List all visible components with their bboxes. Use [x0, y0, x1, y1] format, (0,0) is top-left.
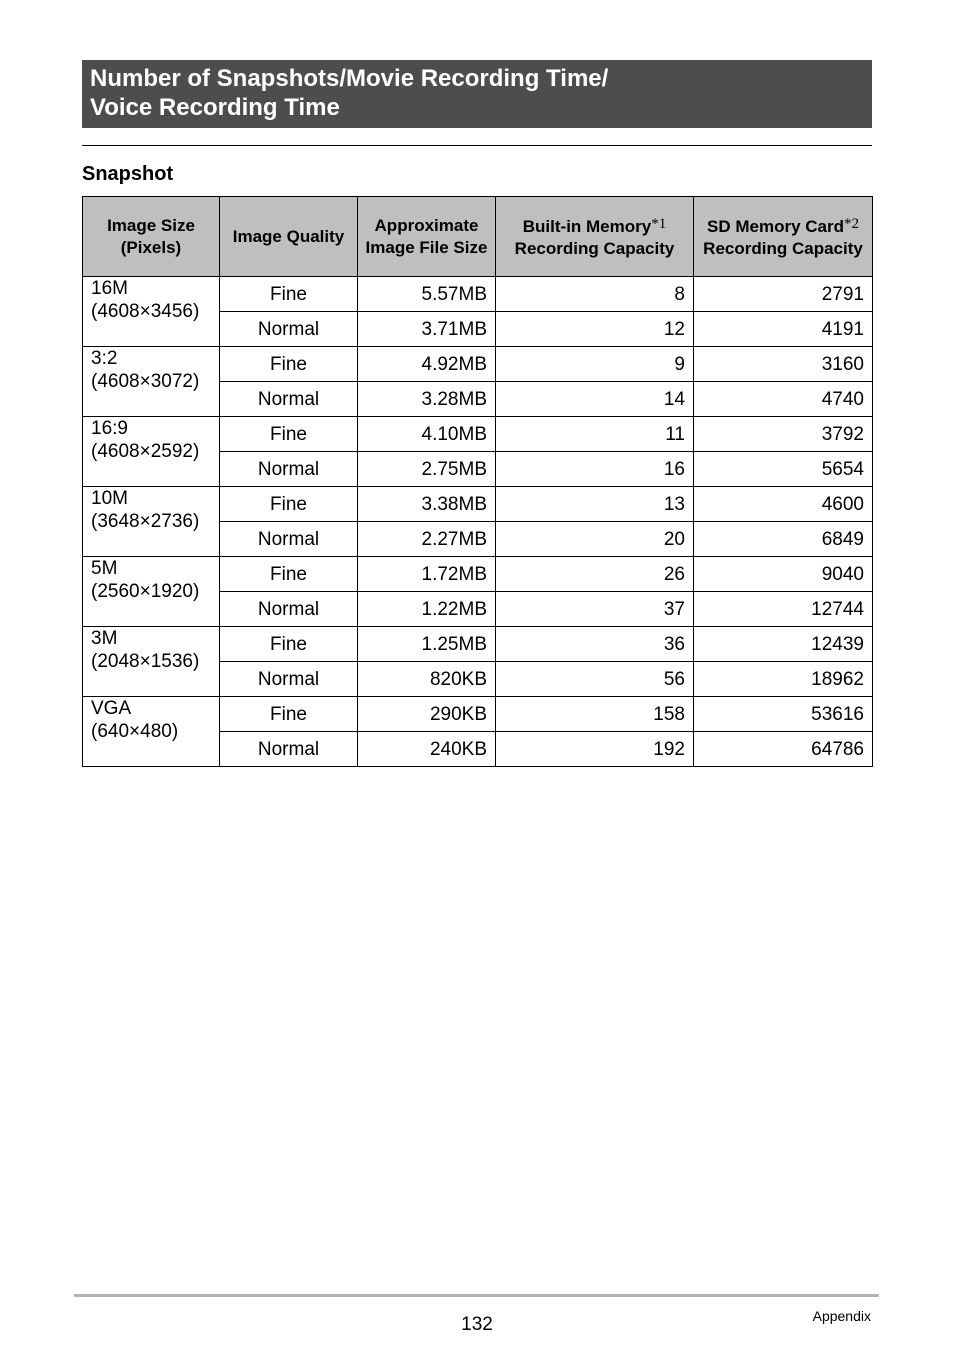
- header-sd-card: [694, 197, 873, 277]
- table-row: [83, 697, 873, 732]
- sd-capacity-cell: 5654: [694, 452, 873, 487]
- section-heading: Snapshot: [82, 163, 174, 185]
- image-size-pixels: (4608×3456): [91, 301, 200, 322]
- sd-capacity-cell: 12744: [694, 592, 873, 627]
- image-quality-cell: Normal: [220, 522, 358, 557]
- page-number: 132: [461, 1314, 493, 1335]
- builtin-capacity-cell: 56: [496, 662, 694, 697]
- footnote-mark-1: *1: [651, 216, 667, 232]
- header-builtin-memory-label: Built-in Memory: [522, 217, 652, 236]
- builtin-capacity-cell: 9: [496, 347, 694, 382]
- image-quality-cell: Normal: [220, 312, 358, 347]
- sd-capacity-cell: 9040: [694, 557, 873, 592]
- builtin-capacity-cell: 192: [496, 732, 694, 767]
- builtin-capacity-cell: 11: [496, 417, 694, 452]
- file-size-cell: 2.75MB: [358, 452, 496, 487]
- footnote-mark-2: *2: [843, 216, 859, 232]
- file-size-cell: 5.57MB: [358, 277, 496, 312]
- sd-capacity-cell: 3792: [694, 417, 873, 452]
- image-quality-cell: Normal: [220, 732, 358, 767]
- image-size-cell: [83, 347, 220, 417]
- file-size-cell: 4.92MB: [358, 347, 496, 382]
- builtin-capacity-cell: 12: [496, 312, 694, 347]
- image-size-cell: [83, 697, 220, 767]
- sd-capacity-cell: 18962: [694, 662, 873, 697]
- builtin-capacity-cell: 26: [496, 557, 694, 592]
- image-size-label: VGA: [91, 698, 132, 719]
- image-quality-cell: Fine: [220, 277, 358, 312]
- sd-capacity-cell: 2791: [694, 277, 873, 312]
- image-quality-cell: Normal: [220, 382, 358, 417]
- image-size-cell: [83, 487, 220, 557]
- page-title: [82, 60, 872, 128]
- image-size-label: 3:2: [91, 348, 118, 369]
- image-quality-cell: Normal: [220, 592, 358, 627]
- image-quality-cell: Fine: [220, 697, 358, 732]
- image-quality-cell: Normal: [220, 662, 358, 697]
- header-builtin-memory: [496, 197, 694, 277]
- page-title-line-1: Number of Snapshots/Movie Recording Time/: [90, 65, 609, 92]
- file-size-cell: 3.38MB: [358, 487, 496, 522]
- file-size-cell: 4.10MB: [358, 417, 496, 452]
- sd-capacity-cell: 4191: [694, 312, 873, 347]
- image-size-pixels: (2048×1536): [91, 651, 200, 672]
- builtin-capacity-cell: 20: [496, 522, 694, 557]
- sd-capacity-cell: 6849: [694, 522, 873, 557]
- file-size-cell: 290KB: [358, 697, 496, 732]
- table-row: [83, 627, 873, 662]
- builtin-capacity-cell: 37: [496, 592, 694, 627]
- sd-capacity-cell: 12439: [694, 627, 873, 662]
- builtin-capacity-cell: 158: [496, 697, 694, 732]
- builtin-capacity-cell: 13: [496, 487, 694, 522]
- image-size-pixels: (640×480): [91, 721, 179, 742]
- file-size-cell: 240KB: [358, 732, 496, 767]
- sd-capacity-cell: 4740: [694, 382, 873, 417]
- footer-divider: [74, 1294, 879, 1297]
- image-size-label: 16:9: [91, 418, 128, 439]
- table-row: [83, 277, 873, 312]
- image-quality-cell: Fine: [220, 557, 358, 592]
- builtin-capacity-cell: 14: [496, 382, 694, 417]
- image-size-cell: [83, 277, 220, 347]
- image-quality-cell: Fine: [220, 627, 358, 662]
- title-divider: [82, 145, 872, 146]
- image-size-pixels: (4608×2592): [91, 441, 200, 462]
- table-header-row: [83, 197, 873, 277]
- image-size-cell: [83, 557, 220, 627]
- header-image-size: Image Size (Pixels): [83, 197, 220, 277]
- image-size-cell: [83, 417, 220, 487]
- sd-capacity-cell: 3160: [694, 347, 873, 382]
- file-size-cell: 820KB: [358, 662, 496, 697]
- file-size-cell: 1.25MB: [358, 627, 496, 662]
- builtin-capacity-cell: 16: [496, 452, 694, 487]
- table-row: [83, 417, 873, 452]
- table-row: [83, 487, 873, 522]
- header-builtin-memory-tail: Recording Capacity: [514, 239, 675, 258]
- file-size-cell: 2.27MB: [358, 522, 496, 557]
- header-file-size: Approximate Image File Size: [358, 197, 496, 277]
- image-quality-cell: Fine: [220, 417, 358, 452]
- header-sd-card-label: SD Memory Card: [707, 217, 844, 236]
- footer-section-label: Appendix: [812, 1308, 871, 1324]
- table-row: [83, 557, 873, 592]
- image-size-pixels: (3648×2736): [91, 511, 200, 532]
- image-size-pixels: (2560×1920): [91, 581, 200, 602]
- image-size-label: 16M: [91, 278, 128, 299]
- header-image-quality: Image Quality: [220, 197, 358, 277]
- file-size-cell: 3.28MB: [358, 382, 496, 417]
- table-row: [83, 347, 873, 382]
- image-quality-cell: Fine: [220, 487, 358, 522]
- image-quality-cell: Fine: [220, 347, 358, 382]
- file-size-cell: 3.71MB: [358, 312, 496, 347]
- image-size-label: 10M: [91, 488, 128, 509]
- snapshot-table: [82, 196, 873, 767]
- header-sd-card-tail: Recording Capacity: [703, 239, 863, 258]
- image-size-label: 3M: [91, 628, 118, 649]
- image-size-pixels: (4608×3072): [91, 371, 200, 392]
- sd-capacity-cell: 64786: [694, 732, 873, 767]
- sd-capacity-cell: 4600: [694, 487, 873, 522]
- file-size-cell: 1.72MB: [358, 557, 496, 592]
- image-quality-cell: Normal: [220, 452, 358, 487]
- file-size-cell: 1.22MB: [358, 592, 496, 627]
- builtin-capacity-cell: 8: [496, 277, 694, 312]
- image-size-cell: [83, 627, 220, 697]
- sd-capacity-cell: 53616: [694, 697, 873, 732]
- page-title-line-2: Voice Recording Time: [90, 94, 340, 121]
- builtin-capacity-cell: 36: [496, 627, 694, 662]
- image-size-label: 5M: [91, 558, 118, 579]
